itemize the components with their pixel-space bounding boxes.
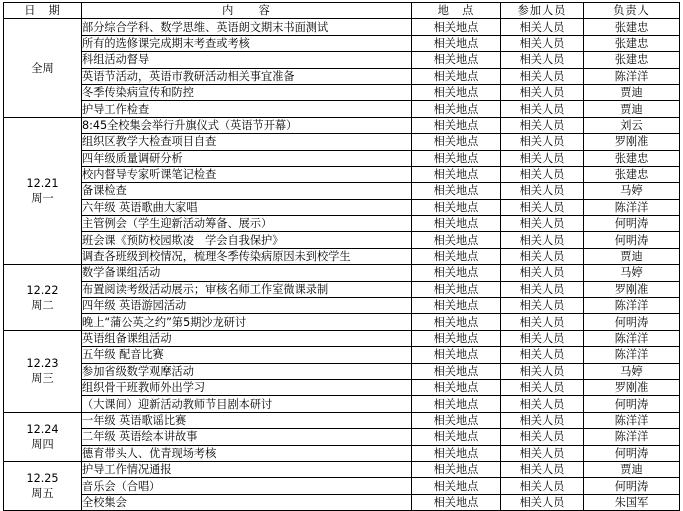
location-cell: 相关地点 [412,68,501,84]
table-row [4,478,680,494]
owner-cell: 张建忠 [584,52,680,68]
day-cell [4,412,82,461]
content-cell: 备课检查 [82,183,412,199]
table-row [4,199,680,215]
location-cell: 相关地点 [412,478,501,494]
header-participants: 参加人员 [501,3,584,19]
table-row [4,445,680,461]
content-cell: 科组活动督导 [82,52,412,68]
table-row [4,363,680,379]
table-row [4,52,680,68]
owner-cell: 张建忠 [584,166,680,182]
owner-cell: 刘云 [584,117,680,133]
owner-cell: 罗刚准 [584,379,680,395]
owner-cell: 陈洋洋 [584,298,680,314]
location-cell: 相关地点 [412,412,501,428]
day-label: 周一 [31,191,54,205]
location-cell: 相关地点 [412,314,501,330]
location-cell: 相关地点 [412,101,501,117]
day-label: 周四 [31,437,54,451]
table-row [4,298,680,314]
owner-cell: 陈洋洋 [584,199,680,215]
content-cell: 部分综合学科、数学思维、英语朗文期末书面测试 [82,19,412,35]
day-cell [4,265,82,331]
owner-cell: 陈洋洋 [584,330,680,346]
table-row [4,232,680,248]
participants-cell: 相关人员 [501,84,584,100]
participants-cell: 相关人员 [501,330,584,346]
location-cell: 相关地点 [412,248,501,264]
content-cell: 护导工作检查 [82,101,412,117]
owner-cell: 陈洋洋 [584,429,680,445]
owner-cell: 张建忠 [584,19,680,35]
owner-cell: 何明涛 [584,314,680,330]
location-cell: 相关地点 [412,232,501,248]
content-cell: 六年级 英语歌曲大家唱 [82,199,412,215]
day-label: 12.25 [26,472,59,486]
location-cell: 相关地点 [412,429,501,445]
location-cell: 相关地点 [412,199,501,215]
content-cell: 全校集会 [82,494,412,510]
location-cell: 相关地点 [412,52,501,68]
table-row [4,330,680,346]
content-cell: 冬季传染病宣传和防控 [82,84,412,100]
location-cell: 相关地点 [412,166,501,182]
location-cell: 相关地点 [412,347,501,363]
owner-cell: 贾迪 [584,248,680,264]
table-row [4,84,680,100]
location-cell: 相关地点 [412,265,501,281]
content-cell: 校内督导专家听课笔记检查 [82,166,412,182]
owner-cell: 陈洋洋 [584,412,680,428]
owner-cell: 马婷 [584,265,680,281]
participants-cell: 相关人员 [501,314,584,330]
content-cell: 数学备课组活动 [82,265,412,281]
content-cell: 护导工作情况通报 [82,461,412,477]
owner-cell: 何明涛 [584,216,680,232]
location-cell: 相关地点 [412,379,501,395]
location-cell: 相关地点 [412,445,501,461]
table-row [4,134,680,150]
content-cell: 二年级 英语绘本讲故事 [82,429,412,445]
day-label: 周三 [31,372,54,386]
location-cell: 相关地点 [412,281,501,297]
location-cell: 相关地点 [412,150,501,166]
owner-cell: 何明涛 [584,478,680,494]
location-cell: 相关地点 [412,84,501,100]
weekly-schedule-table [3,2,680,511]
participants-cell: 相关人员 [501,117,584,133]
table-row [4,461,680,477]
owner-cell: 陈洋洋 [584,347,680,363]
table-row [4,265,680,281]
participants-cell: 相关人员 [501,150,584,166]
participants-cell: 相关人员 [501,134,584,150]
day-label: 周五 [31,487,54,501]
owner-cell: 朱国军 [584,494,680,510]
participants-cell: 相关人员 [501,183,584,199]
day-cell [4,330,82,412]
location-cell: 相关地点 [412,494,501,510]
day-label: 12.22 [26,283,59,297]
location-cell: 相关地点 [412,298,501,314]
table-row [4,281,680,297]
table-row [4,101,680,117]
location-cell: 相关地点 [412,117,501,133]
table-row [4,166,680,182]
table-row [4,429,680,445]
participants-cell: 相关人员 [501,396,584,412]
owner-cell: 何明涛 [584,445,680,461]
table-row [4,314,680,330]
participants-cell: 相关人员 [501,166,584,182]
content-cell: 音乐会（合唱） [82,478,412,494]
header-location: 地 点 [412,3,501,19]
owner-cell: 贾迪 [584,461,680,477]
participants-cell: 相关人员 [501,35,584,51]
day-label: 全周 [31,61,54,75]
participants-cell: 相关人员 [501,363,584,379]
content-cell: 所有的选修课完成期末考查或考核 [82,35,412,51]
content-cell: 四年级质量调研分析 [82,150,412,166]
content-cell: 英语组备课组活动 [82,330,412,346]
participants-cell: 相关人员 [501,232,584,248]
table-row [4,396,680,412]
table-row [4,117,680,133]
header-date: 日 期 [4,3,82,19]
day-label: 12.24 [26,422,59,436]
owner-cell: 张建忠 [584,150,680,166]
participants-cell: 相关人员 [501,379,584,395]
participants-cell: 相关人员 [501,68,584,84]
content-cell: 班会课《预防校园欺凌 学会自我保护》 [82,232,412,248]
location-cell: 相关地点 [412,363,501,379]
content-cell: 四年级 英语游园活动 [82,298,412,314]
participants-cell: 相关人员 [501,216,584,232]
owner-cell: 贾迪 [584,84,680,100]
participants-cell: 相关人员 [501,298,584,314]
owner-cell: 张建忠 [584,35,680,51]
participants-cell: 相关人员 [501,52,584,68]
location-cell: 相关地点 [412,461,501,477]
content-cell: 英语节活动，英语市教研活动相关事宜准备 [82,68,412,84]
participants-cell: 相关人员 [501,265,584,281]
day-cell [4,19,82,117]
owner-cell: 陈洋洋 [584,68,680,84]
content-cell: （大课间）迎新活动教师节目剧本研讨 [82,396,412,412]
day-label: 12.23 [26,357,59,371]
day-label: 12.21 [26,176,59,190]
participants-cell: 相关人员 [501,101,584,117]
table-row [4,248,680,264]
participants-cell: 相关人员 [501,412,584,428]
participants-cell: 相关人员 [501,19,584,35]
owner-cell: 马婷 [584,183,680,199]
content-cell: 布置阅读考级活动展示；审核名师工作室微课录制 [82,281,412,297]
day-cell [4,461,82,510]
content-cell: 晚上“蒲公英之约”第5期沙龙研讨 [82,314,412,330]
table-row [4,347,680,363]
location-cell: 相关地点 [412,216,501,232]
header-content: 内 容 [82,3,412,19]
content-cell: 一年级 英语歌谣比赛 [82,412,412,428]
day-cell [4,117,82,265]
participants-cell: 相关人员 [501,248,584,264]
participants-cell: 相关人员 [501,281,584,297]
content-cell: 五年级 配音比赛 [82,347,412,363]
header-owner: 负责人 [584,3,680,19]
owner-cell: 罗刚准 [584,281,680,297]
content-cell: 主管例会（学生迎新活动筹备、展示） [82,216,412,232]
content-cell: 参加省级数学观摩活动 [82,363,412,379]
table-row [4,19,680,35]
owner-cell: 贾迪 [584,101,680,117]
day-label: 周二 [31,298,54,312]
owner-cell: 马婷 [584,363,680,379]
table-row [4,379,680,395]
location-cell: 相关地点 [412,35,501,51]
content-cell: 组织骨干班教师外出学习 [82,379,412,395]
table-row [4,35,680,51]
schedule-body [4,19,680,511]
location-cell: 相关地点 [412,330,501,346]
participants-cell: 相关人员 [501,347,584,363]
table-row [4,412,680,428]
table-row [4,68,680,84]
participants-cell: 相关人员 [501,478,584,494]
owner-cell: 何明涛 [584,396,680,412]
location-cell: 相关地点 [412,396,501,412]
content-cell: 8:45全校集会举行升旗仪式（英语节开幕） [82,117,412,133]
participants-cell: 相关人员 [501,445,584,461]
content-cell: 组织区教学大检查项目自查 [82,134,412,150]
participants-cell: 相关人员 [501,461,584,477]
location-cell: 相关地点 [412,134,501,150]
location-cell: 相关地点 [412,19,501,35]
participants-cell: 相关人员 [501,429,584,445]
table-row [4,183,680,199]
owner-cell: 何明涛 [584,232,680,248]
participants-cell: 相关人员 [501,199,584,215]
table-row [4,216,680,232]
header-row [4,3,680,19]
content-cell: 调查各班级到校情况，梳理冬季传染病原因未到校学生 [82,248,412,264]
table-row [4,494,680,510]
participants-cell: 相关人员 [501,494,584,510]
table-row [4,150,680,166]
owner-cell: 罗刚准 [584,134,680,150]
content-cell: 德育带头人、优青现场考核 [82,445,412,461]
location-cell: 相关地点 [412,183,501,199]
